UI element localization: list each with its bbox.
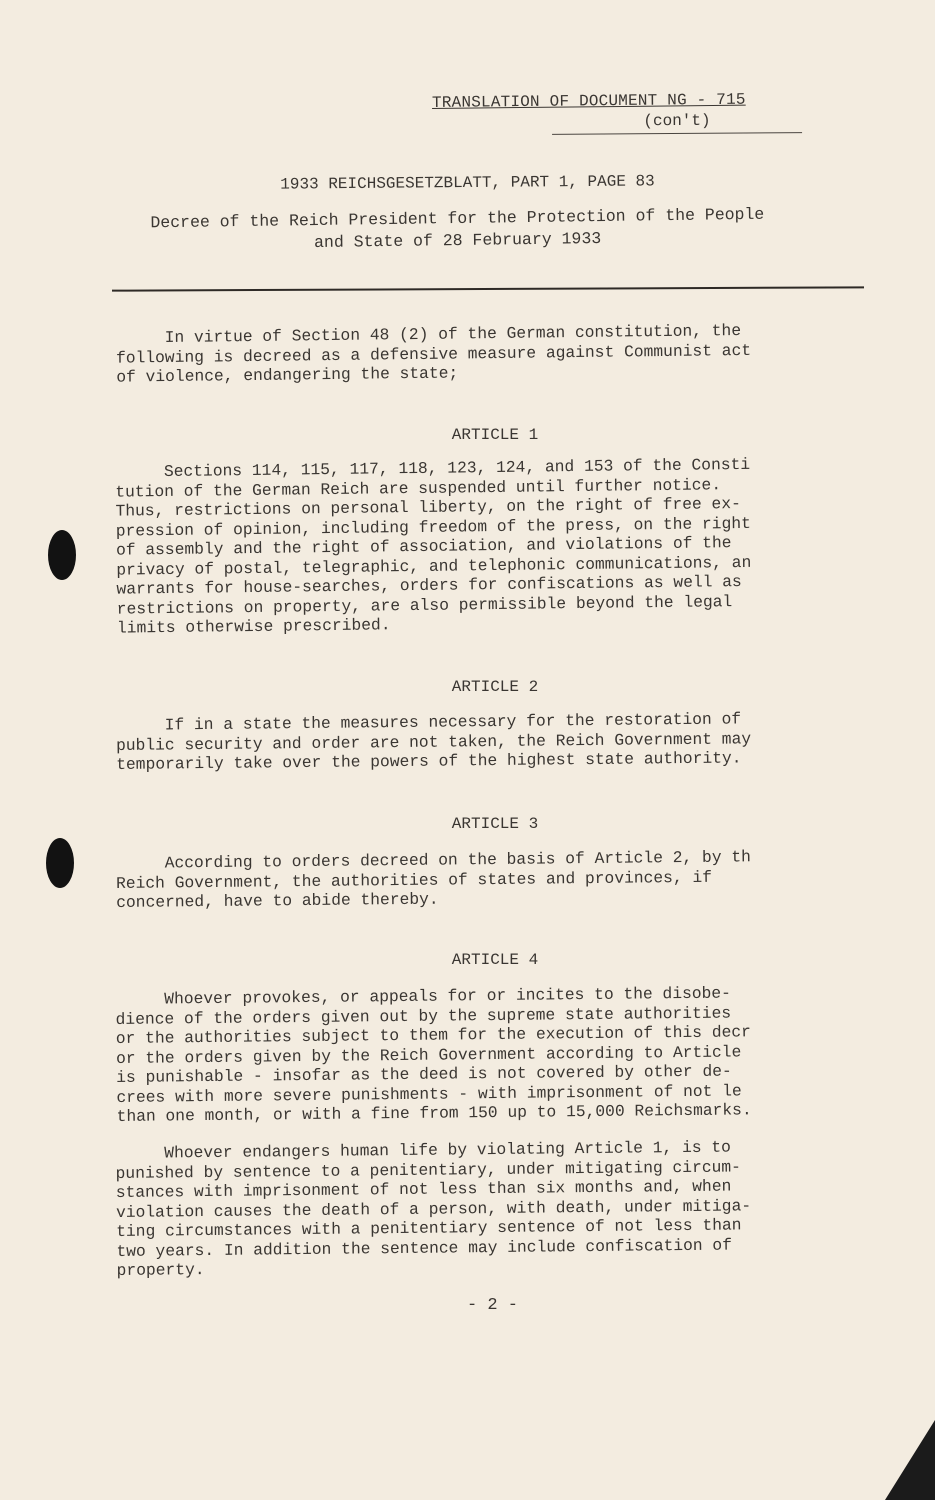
article-1-heading: ARTICLE 1 (451, 426, 539, 444)
article-4-heading: ARTICLE 4 (451, 951, 539, 969)
header-document-number: TRANSLATION OF DOCUMENT NG - 715 (431, 90, 746, 112)
punch-hole-top (48, 530, 76, 580)
article-3-text: According to orders decreed on the basis of Article 2, by th Reich Government, the authorities of states and provinces, if concerned, have to abide thereby. (115, 847, 751, 912)
title-divider (112, 286, 864, 291)
decree-title-line2: and State of 28 February 1933 (313, 228, 602, 253)
article-4-text-continued: Whoever endangers human life by violating Article 1, is to punished by sentence to a penitentiary, under mitigating circum- stances with imprisonment of not less than six months and, when violation causes the death of a person, with death, under mitiga- ting circumstances with a penitentiary sentence of not less than two years. In addition the sentence may include confiscation of property. (115, 1137, 752, 1280)
punch-hole-bottom (46, 838, 74, 888)
page-number: - 2 - (466, 1296, 518, 1315)
decree-title (0, 201, 925, 258)
header-continued: (con't) (552, 111, 802, 135)
intro-paragraph: In virtue of Section 48 (2) of the German constitution, the following is decreed as a defensive measure against Communist act of violence, endangering the state; (115, 321, 752, 387)
article-1-text: Sections 114, 115, 117, 118, 123, 124, and 153 of the Consti tution of the German Reich are suspended until further notice. Thus, restrictions on personal liberty, on the right of free ex- pression of opinion, including freedom of the press, on the right of assembly and the right of association, and violations of the privacy of postal, telegraphic, and telephonic communications, an warrants for house-searches, orders for confiscations as well as restrictions on property, are also permissible beyond the legal limits otherwise prescribed. (114, 454, 752, 638)
decree-title-line1: Decree of the Reich President for the Protection of the People (150, 204, 765, 233)
publication-reference: 1933 REICHSGESETZBLATT, PART 1, PAGE 83 (280, 172, 655, 194)
article-3-heading: ARTICLE 3 (451, 815, 539, 833)
article-2-heading: ARTICLE 2 (451, 678, 539, 696)
folded-corner (885, 1420, 935, 1500)
article-4-text: Whoever provokes, or appeals for or incites to the disobe- dience of the orders given out by the supreme state authorities or the authorities subject to them for the execution of this decr or the orders given by the Reich Government according to Article is punishable - insofar as the deed is not covered by other de- crees with more severe punishments - with imprisonment of not le than one month, or with a fine from 150 up to 15,000 Reichsmarks. (115, 983, 752, 1126)
article-2-text: If in a state the measures necessary for the restoration of public security and order are not taken, the Reich Government may temporarily take over the powers of the highest state authority. (115, 709, 752, 774)
translation-header (432, 92, 808, 134)
